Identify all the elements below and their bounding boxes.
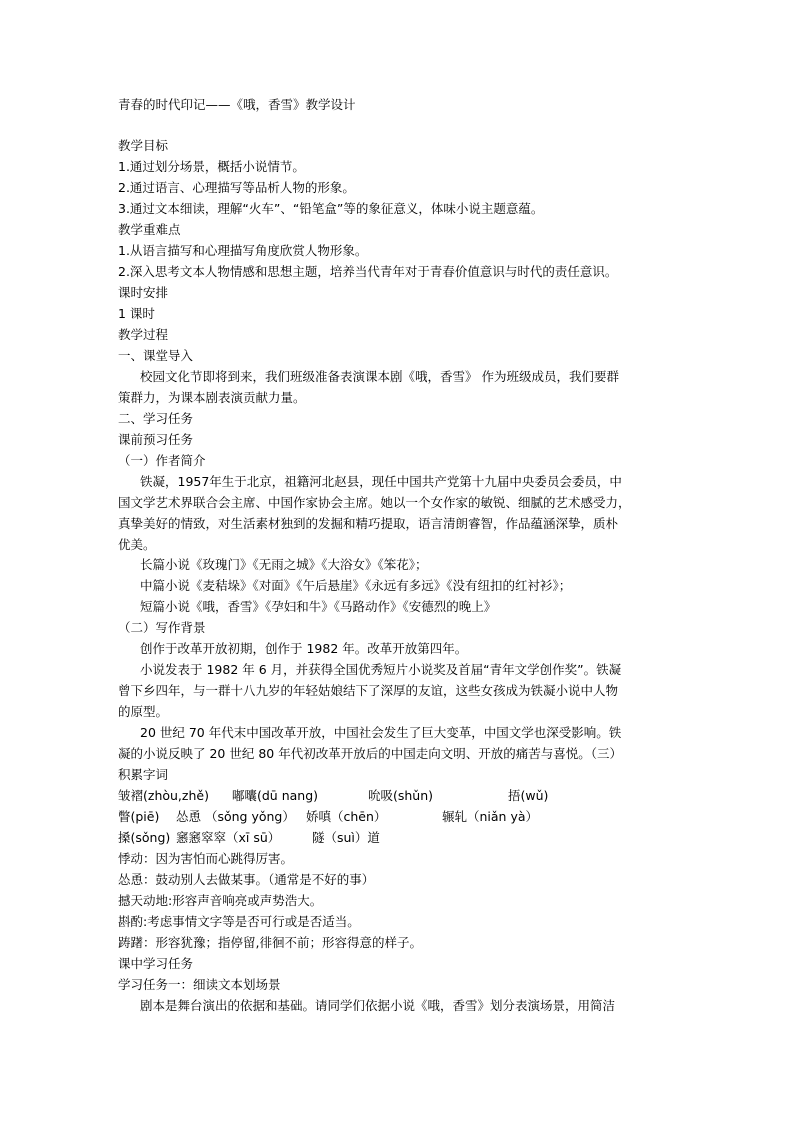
author-intro-heading: （一）作者简介 xyxy=(118,453,206,468)
goal-item-3: 3.通过文本细读，理解“火车”、“铅笔盒”等的象征意义，体味小说主题意蕴。 xyxy=(118,201,544,216)
works-novellas: 中篇小说《麦秸垛》《对面》《午后悬崖》《永远有多远》《没有纽扣的红衬衫》； xyxy=(140,578,572,593)
section-1-paragraph-line-1: 校园文化节即将到来，我们班级准备表演课本剧《哦，香雪》 作为班级成员，我们要群 xyxy=(140,369,619,384)
goals-heading: 教学目标 xyxy=(118,138,169,153)
section-1-heading: 一、课堂导入 xyxy=(118,348,194,363)
vocab-word: 瞥(piē) xyxy=(118,809,160,824)
vocab-word: 搡(sǒng) xyxy=(118,830,171,845)
works-short-stories: 短篇小说《哦，香雪》《孕妇和牛》《马路动作》《安德烈的晚上》 xyxy=(140,599,497,614)
definition-line: 踌躇：形容犹豫；指停留,徘徊不前；形容得意的样子。 xyxy=(118,935,422,950)
background-line-5: 20 世纪 70 年代末中国改革开放，中国社会发生了巨大变革，中国文学也深受影响。铁 xyxy=(140,725,622,740)
vocab-word: 娇嗔（chēn） xyxy=(306,809,387,824)
vocab-word: 皱褶(zhòu,zhě) xyxy=(118,788,209,803)
section-1-paragraph-line-2: 策群力，为课本剧表演贡献力量。 xyxy=(118,390,306,405)
preview-task-heading: 课前预习任务 xyxy=(118,432,194,447)
definition-line: 怂恿：鼓动别人去做某事。（通常是不好的事） xyxy=(118,872,375,887)
author-paragraph-line-3: 真挚美好的情致，对生活素材独到的发掘和精巧提取，语言清朗睿智，作品蕴涵深挚，质朴 xyxy=(118,516,619,531)
background-line-3: 曾下乡四年，与一群十八九岁的年轻姑娘结下了深厚的友谊，这些女孩成为铁凝小说中人物 xyxy=(118,683,619,698)
in-class-task-heading: 课中学习任务 xyxy=(118,956,194,971)
goal-item-2: 2.通过语言、心理描写等品析人物的形象。 xyxy=(118,180,355,195)
vocab-word: 吮吸(shǔn) xyxy=(368,788,434,803)
process-heading: 教学过程 xyxy=(118,327,169,342)
definition-line: 撼天动地:形容声音响亮或声势浩大。 xyxy=(118,893,323,908)
vocab-word: 怂恿 （sǒng yǒng） xyxy=(176,809,295,824)
task-1-heading: 学习任务一：细读文本划场景 xyxy=(118,977,281,992)
background-line-1: 创作于改革开放初期，创作于 1982 年。改革开放第四年。 xyxy=(140,641,468,656)
background-line-6: 凝的小说反映了 20 世纪 80 年代初改革开放后的中国走向文明、开放的痛苦与喜悦。（三） xyxy=(118,746,622,761)
class-hours-value: 1 课时 xyxy=(118,306,155,321)
key-point-2: 2.深入思考文本人物情感和思想主题，培养当代青年对于青春价值意识与时代的责任意识。 xyxy=(118,264,618,279)
key-point-1: 1.从语言描写和心理描写角度欣赏人物形象。 xyxy=(118,243,368,258)
background-line-2: 小说发表于 1982 年 6 月，并获得全国优秀短片小说奖及首届“青年文学创作奖”。铁凝 xyxy=(140,662,622,677)
background-line-4: 的原型。 xyxy=(118,704,169,719)
vocab-word: 辗轧（niǎn yà） xyxy=(442,809,539,824)
document-title: 青春的时代印记——《哦，香雪》教学设计 xyxy=(118,97,356,112)
goal-item-1: 1.通过划分场景，概括小说情节。 xyxy=(118,159,305,174)
key-points-heading: 教学重难点 xyxy=(118,222,181,237)
task-1-paragraph-line-1: 剧本是舞台演出的依据和基础。请同学们依据小说《哦，香雪》划分表演场景，用简洁 xyxy=(140,998,616,1013)
author-paragraph-line-4: 优美。 xyxy=(118,537,156,552)
works-novels: 长篇小说《玫瑰门》《无雨之城》《大浴女》《笨花》； xyxy=(140,557,428,572)
background-heading: （二）写作背景 xyxy=(118,620,206,635)
author-paragraph-line-2: 国文学艺术界联合会主席、中国作家协会主席。她以一个女作家的敏锐、细腻的艺术感受力， xyxy=(118,495,631,510)
vocab-word: 捂(wǔ) xyxy=(508,788,549,803)
section-2-heading: 二、学习任务 xyxy=(118,411,194,426)
definition-line: 斟酌:考虑事情文字等是否可行或是否适当。 xyxy=(118,914,360,929)
class-hours-heading: 课时安排 xyxy=(118,285,169,300)
vocab-word: 窸窸窣窣（xī sū） xyxy=(176,830,281,845)
vocab-word: 嘟囔(dū nang) xyxy=(232,788,319,803)
definition-line: 悸动：因为害怕而心跳得厉害。 xyxy=(118,851,294,866)
vocabulary-heading: 积累字词 xyxy=(118,767,169,782)
vocab-word: 隧（suì）道 xyxy=(312,830,380,845)
author-paragraph-line-1: 铁凝，1957年生于北京，祖籍河北赵县，现任中国共产党第十九届中央委员会委员，中 xyxy=(140,474,622,489)
